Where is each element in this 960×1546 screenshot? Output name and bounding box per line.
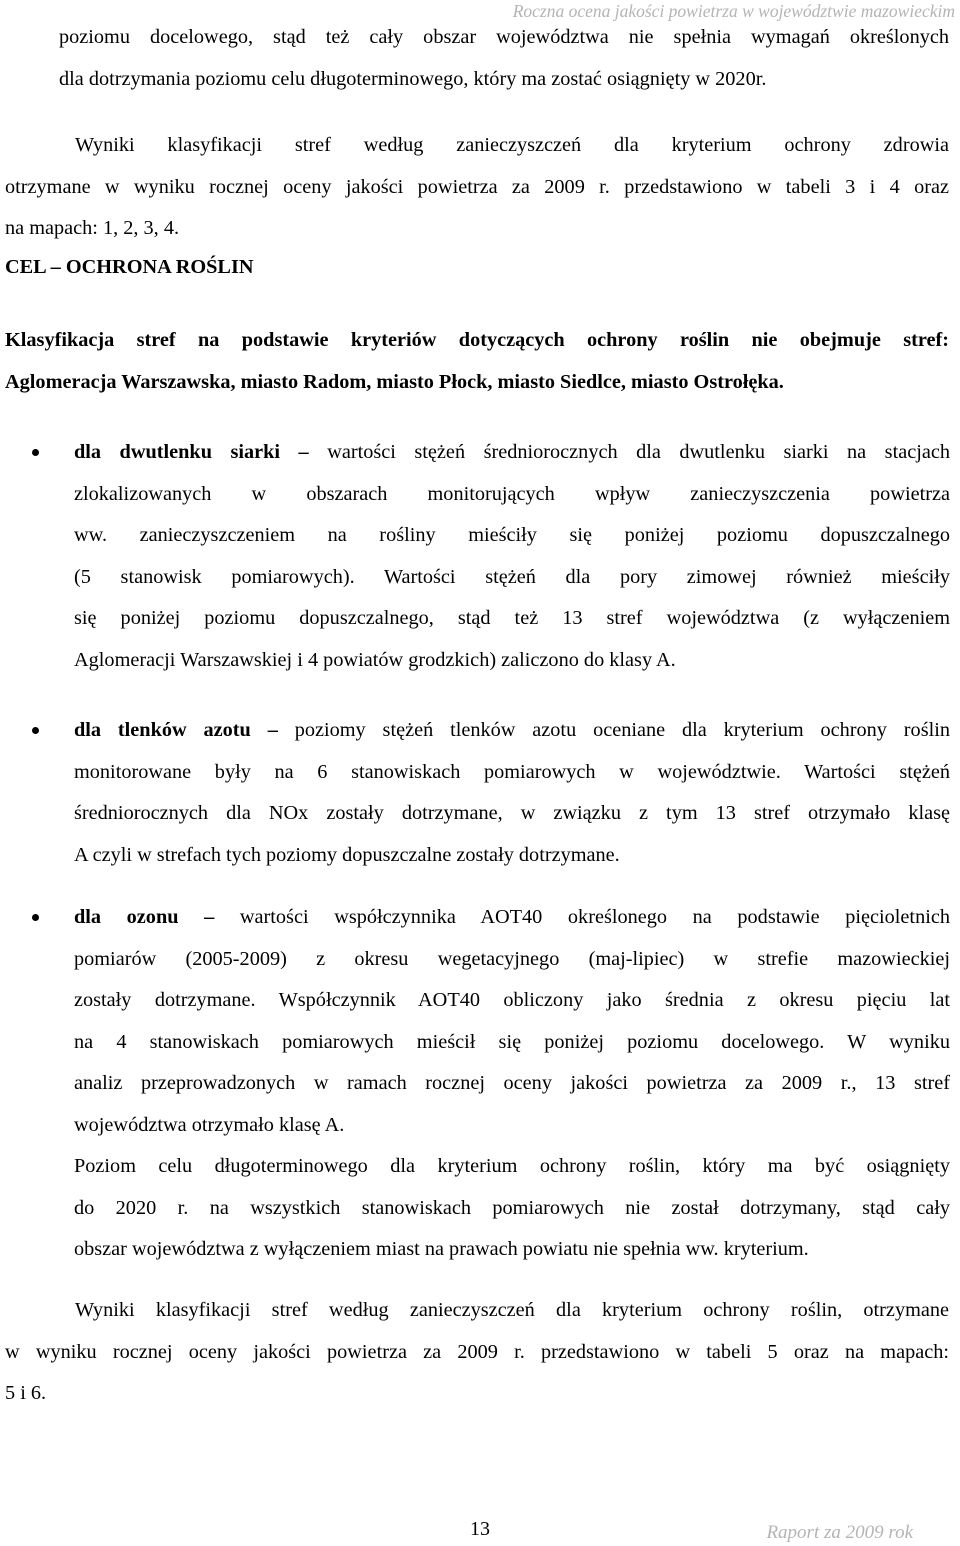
bullet-sulfur-dioxide bbox=[74, 432, 950, 681]
page-number: 13 bbox=[470, 1518, 490, 1540]
section-heading: CEL – OCHRONA ROŚLIN bbox=[5, 256, 254, 278]
text-line: (5 stanowisk pomiarowych). Wartości stężeń dla pory zimowej również mieściły bbox=[74, 565, 950, 588]
bullet-icon bbox=[32, 914, 39, 921]
text-line: zostały dotrzymane. Współczynnik AOT40 obliczony jako średnia z okresu pięciu lat bbox=[74, 989, 950, 1011]
bullet-nitrogen-oxides bbox=[74, 710, 950, 876]
bullet-icon bbox=[32, 449, 39, 456]
text-line: Poziom celu długoterminowego dla kryterium ochrony roślin, który ma być osiągnięty bbox=[74, 1155, 950, 1177]
text-line: 5 i 6. bbox=[5, 1382, 47, 1404]
long-term-paragraph bbox=[74, 1146, 950, 1271]
plants-intro-paragraph bbox=[5, 320, 949, 403]
text-line: dla tlenków azotu – poziomy stężeń tlenków azotu oceniane dla kryterium ochrony roślin bbox=[74, 719, 950, 741]
text-line: dla dotrzymania poziomu celu długoterminowego, który ma zostać osiągnięty w 2020r. bbox=[59, 67, 767, 90]
text-line: obszar województwa z wyłączeniem miast na prawach powiatu nie spełnia ww. kryterium. bbox=[74, 1238, 809, 1260]
text-line: analiz przeprowadzonych w ramach rocznej oceny jakości powietrza za 2009 r., 13 stref bbox=[74, 1072, 950, 1094]
bullet-ozone bbox=[74, 897, 950, 1146]
text-line: ww. zanieczyszczeniem na rośliny mieściły się poniżej poziomu dopuszczalnego bbox=[74, 524, 950, 546]
text-line: Klasyfikacja stref na podstawie kryteriów dotyczących ochrony roślin nie obejmuje stref: bbox=[5, 329, 949, 351]
bullet-lead: dla tlenków azotu – bbox=[74, 719, 278, 741]
plants-summary-paragraph bbox=[5, 1290, 949, 1415]
text-line: Aglomeracji Warszawskiej i 4 powiatów grodzkich) zaliczono do klasy A. bbox=[74, 648, 676, 671]
bullet-icon bbox=[32, 727, 39, 734]
text-line: zlokalizowanych w obszarach monitorujących wpływ zanieczyszczenia powietrza bbox=[74, 482, 950, 505]
text-line: średniorocznych dla NOx zostały dotrzymane, w związku z tym 13 stref otrzymało klasę bbox=[74, 802, 950, 824]
text-line: pomiarów (2005-2009) z okresu wegetacyjnego (maj-lipiec) w strefie mazowieckiej bbox=[74, 947, 950, 970]
footer-report-label: Raport za 2009 rok bbox=[766, 1522, 913, 1543]
text-line: Wyniki klasyfikacji stref według zanieczyszczeń dla kryterium ochrony zdrowia bbox=[75, 134, 949, 156]
text-line: poziomu docelowego, stąd też cały obszar województwa nie spełnia wymagań określonych bbox=[59, 26, 949, 48]
text-line: Aglomeracja Warszawska, miasto Radom, miasto Płock, miasto Siedlce, miasto Ostrołęka. bbox=[5, 370, 784, 393]
text-line: na 4 stanowiskach pomiarowych mieścił się poniżej poziomu docelowego. W wyniku bbox=[74, 1030, 950, 1053]
text-line: do 2020 r. na wszystkich stanowiskach pomiarowych nie został dotrzymany, stąd cały bbox=[74, 1196, 950, 1219]
text-line: na mapach: 1, 2, 3, 4. bbox=[5, 217, 180, 239]
bullet-lead: dla dwutlenku siarki – bbox=[74, 441, 309, 463]
text-line: województwa otrzymało klasę A. bbox=[74, 1113, 345, 1136]
text-line: monitorowane były na 6 stanowiskach pomiarowych w województwie. Wartości stężeń bbox=[74, 760, 950, 783]
text-line: A czyli w strefach tych poziomy dopuszczalne zostały dotrzymane. bbox=[74, 843, 620, 866]
text-line: Wyniki klasyfikacji stref według zanieczyszczeń dla kryterium ochrony roślin, otrzymane bbox=[75, 1299, 949, 1321]
intro-paragraph bbox=[59, 17, 949, 100]
running-header: Roczna ocena jakości powietrza w województwie mazowieckim bbox=[512, 1, 955, 21]
health-summary-paragraph bbox=[5, 125, 949, 250]
text-line: dla dwutlenku siarki – wartości stężeń średniorocznych dla dwutlenku siarki na stacjach bbox=[74, 441, 950, 463]
text-line: otrzymane w wyniku rocznej oceny jakości powietrza za 2009 r. przedstawiono w tabeli 3 i 4 oraz bbox=[5, 175, 949, 198]
text-line: w wyniku rocznej oceny jakości powietrza za 2009 r. przedstawiono w tabeli 5 oraz na mapach: bbox=[5, 1340, 949, 1363]
text-line: się poniżej poziomu dopuszczalnego, stąd też 13 stref województwa (z wyłączeniem bbox=[74, 607, 950, 629]
bullet-lead: dla ozonu – bbox=[74, 906, 215, 928]
text-line: dla ozonu – wartości współczynnika AOT40 określonego na podstawie pięcioletnich bbox=[74, 906, 950, 928]
